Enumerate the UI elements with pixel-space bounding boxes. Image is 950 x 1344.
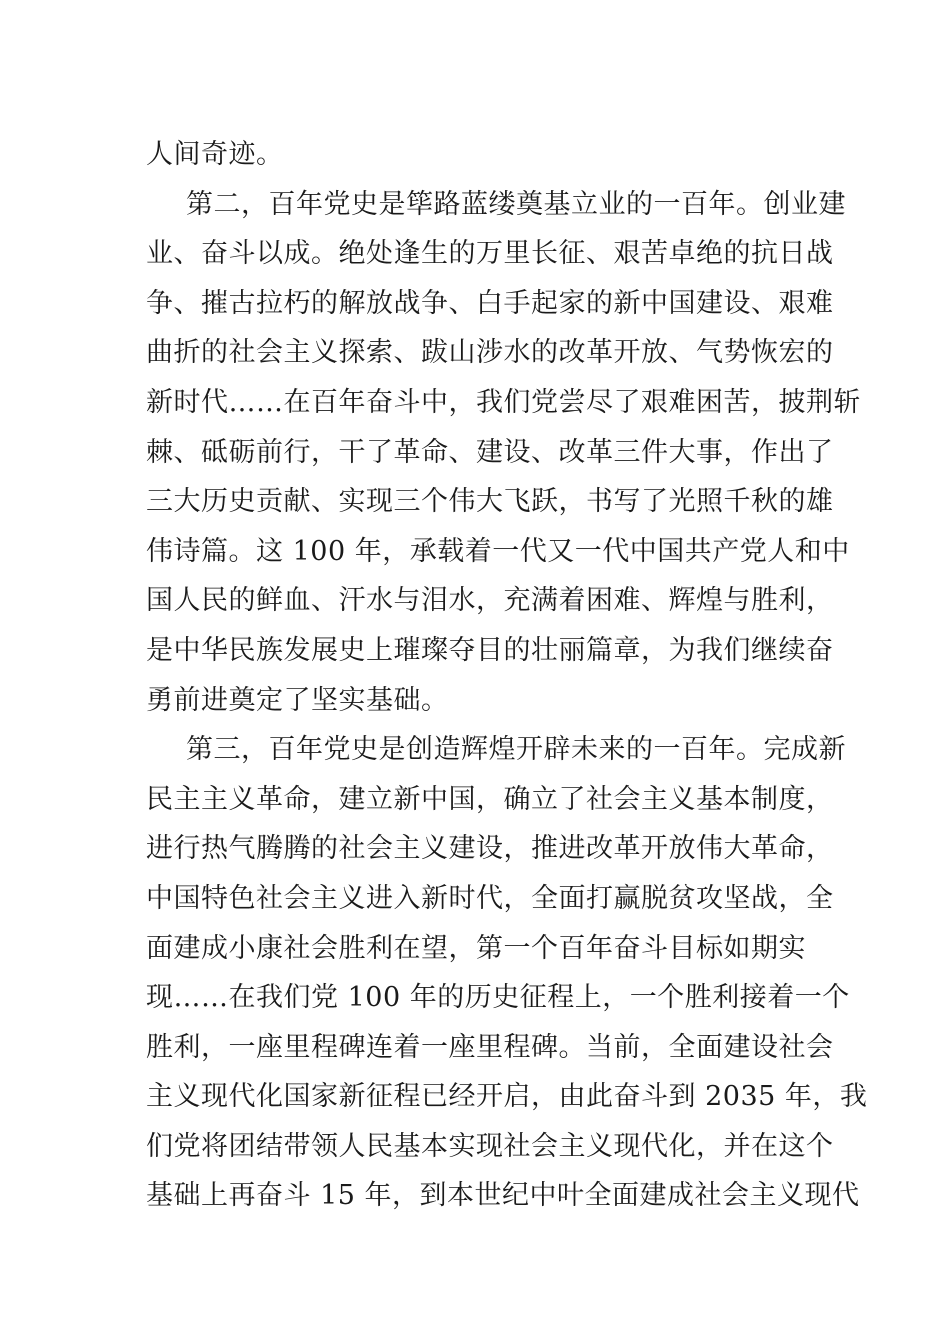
- paragraph-start-line: 第二，百年党史是筚路蓝缕奠基立业的一百年。创业建: [186, 188, 846, 220]
- text-line: 争、摧古拉朽的解放战争、白手起家的新中国建设、艰难: [146, 287, 834, 319]
- text-line: 民主主义革命，建立新中国，确立了社会主义基本制度，: [146, 783, 834, 815]
- text-line: 现……在我们党 100 年的历史征程上，一个胜利接着一个: [146, 982, 850, 1014]
- body-text: [146, 130, 868, 1221]
- text-line: 们党将团结带领人民基本实现社会主义现代化，并在这个: [146, 1130, 834, 1162]
- text-line: 人间奇迹。: [146, 139, 284, 170]
- text-line: 三大历史贡献、实现三个伟大飞跃，书写了光照千秋的雄: [146, 486, 834, 518]
- text-line: 伟诗篇。这 100 年，承载着一代又一代中国共产党人和中: [146, 535, 850, 567]
- text-line: 面建成小康社会胜利在望，第一个百年奋斗目标如期实: [146, 932, 806, 964]
- paragraph-start-line: 第三，百年党史是创造辉煌开辟未来的一百年。完成新: [186, 734, 846, 766]
- text-line: 棘、砥砺前行，干了革命、建设、改革三件大事，作出了: [146, 436, 834, 468]
- text-line: 主义现代化国家新征程已经开启，由此奋斗到 2035 年，我: [146, 1081, 868, 1113]
- text-line: 国人民的鲜血、汗水与泪水，充满着困难、辉煌与胜利，: [146, 585, 834, 617]
- text-line: 中国特色社会主义进入新时代，全面打赢脱贫攻坚战，全: [146, 882, 834, 914]
- text-line: 进行热气腾腾的社会主义建设，推进改革开放伟大革命，: [146, 833, 834, 865]
- text-line: 胜利，一座里程碑连着一座里程碑。当前，全面建设社会: [146, 1031, 834, 1063]
- text-line: 基础上再奋斗 15 年，到本世纪中叶全面建成社会主义现代: [146, 1180, 860, 1212]
- text-line: 勇前进奠定了坚实基础。: [146, 684, 449, 716]
- text-line: 曲折的社会主义探索、跋山涉水的改革开放、气势恢宏的: [146, 337, 834, 369]
- text-line: 业、奋斗以成。绝处逢生的万里长征、艰苦卓绝的抗日战: [146, 238, 834, 270]
- text-line: 新时代……在百年奋斗中，我们党尝尽了艰难困苦，披荆斩: [146, 386, 861, 418]
- text-line: 是中华民族发展史上璀璨夺目的壮丽篇章，为我们继续奋: [146, 634, 834, 666]
